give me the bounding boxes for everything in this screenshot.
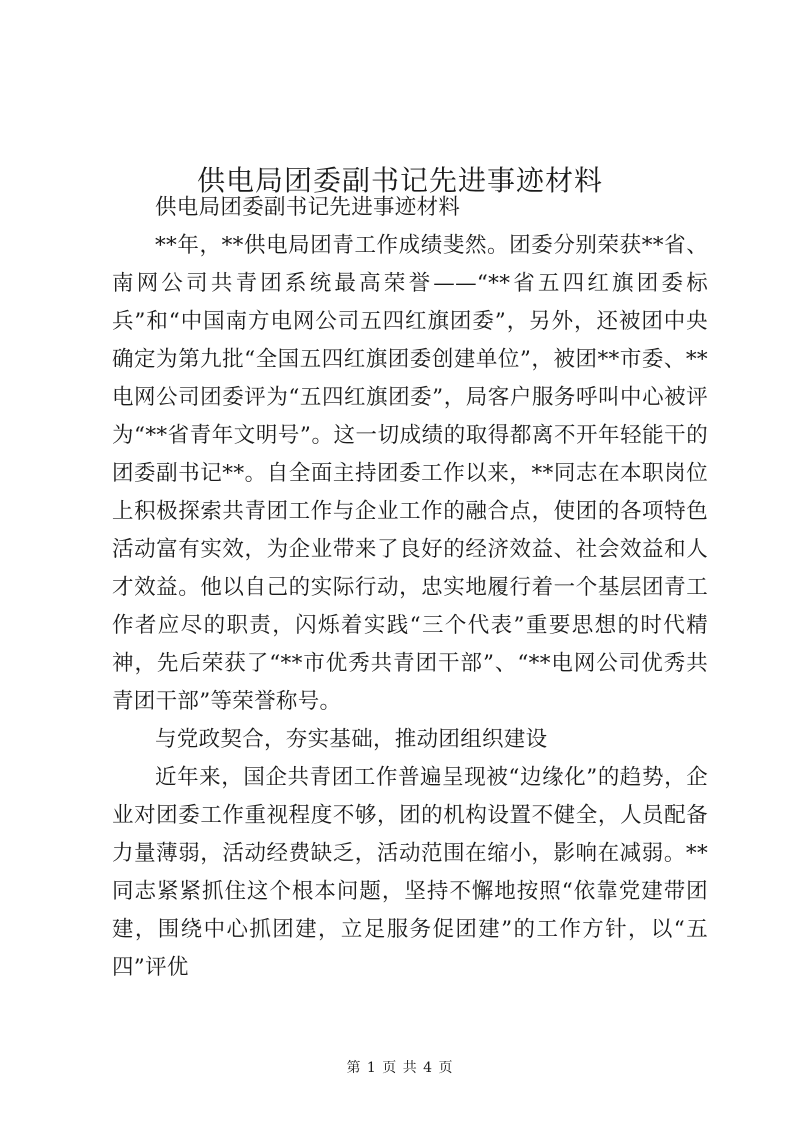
paragraph-section-heading: 与党政契合，夯实基础，推动团组织建设 (155, 727, 548, 752)
document-body (112, 189, 708, 987)
paragraph-section-body: 近年来，国企共青团工作普遍呈现被“边缘化”的趋势，企业对团委工作重视程度不够，团的机构设置不健全，人员配备力量薄弱，活动经费缺乏，活动范围在缩小，影响在减弱。**同志紧紧抓住这个根本问题，坚持不懈地按照“依靠党建带团建，围绕中心抓团建，立足服务促团建”的工作方针，以“五四”评优 (112, 765, 708, 980)
document-title: 供电局团委副书记先进事迹材料 (196, 163, 603, 197)
paragraph-intro: **年，**供电局团青工作成绩斐然。团委分别荣获**省、南网公司共青团系统最高荣誉——“**省五四红旗团委标兵”和“中国南方电网公司五四红旗团委”，另外，还被团中央确定为第九批“全国五四红旗团委创建单位”，被团**市委、**电网公司团委评为“五四红旗团委”，局客户服务呼叫中心被评为“**省青年文明号”。这一切成绩的取得都离不开年轻能干的团委副书记**。自全面主持团委工作以来，**同志在本职岗位上积极探索共青团工作与企业工作的融合点，使团的各项特色活动富有实效，为企业带来了良好的经济效益、社会效益和人才效益。他以自己的实际行动，忠实地履行着一个基层团青工作者应尽的职责，闪烁着实践“三个代表”重要思想的时代精神，先后荣获了“**市优秀共青团干部”、“**电网公司优秀共青团干部”等荣誉称号。 (112, 233, 708, 714)
paragraph-subtitle: 供电局团委副书记先进事迹材料 (155, 195, 461, 220)
page-footer: 第 1 页 共 4 页 (346, 1060, 454, 1076)
